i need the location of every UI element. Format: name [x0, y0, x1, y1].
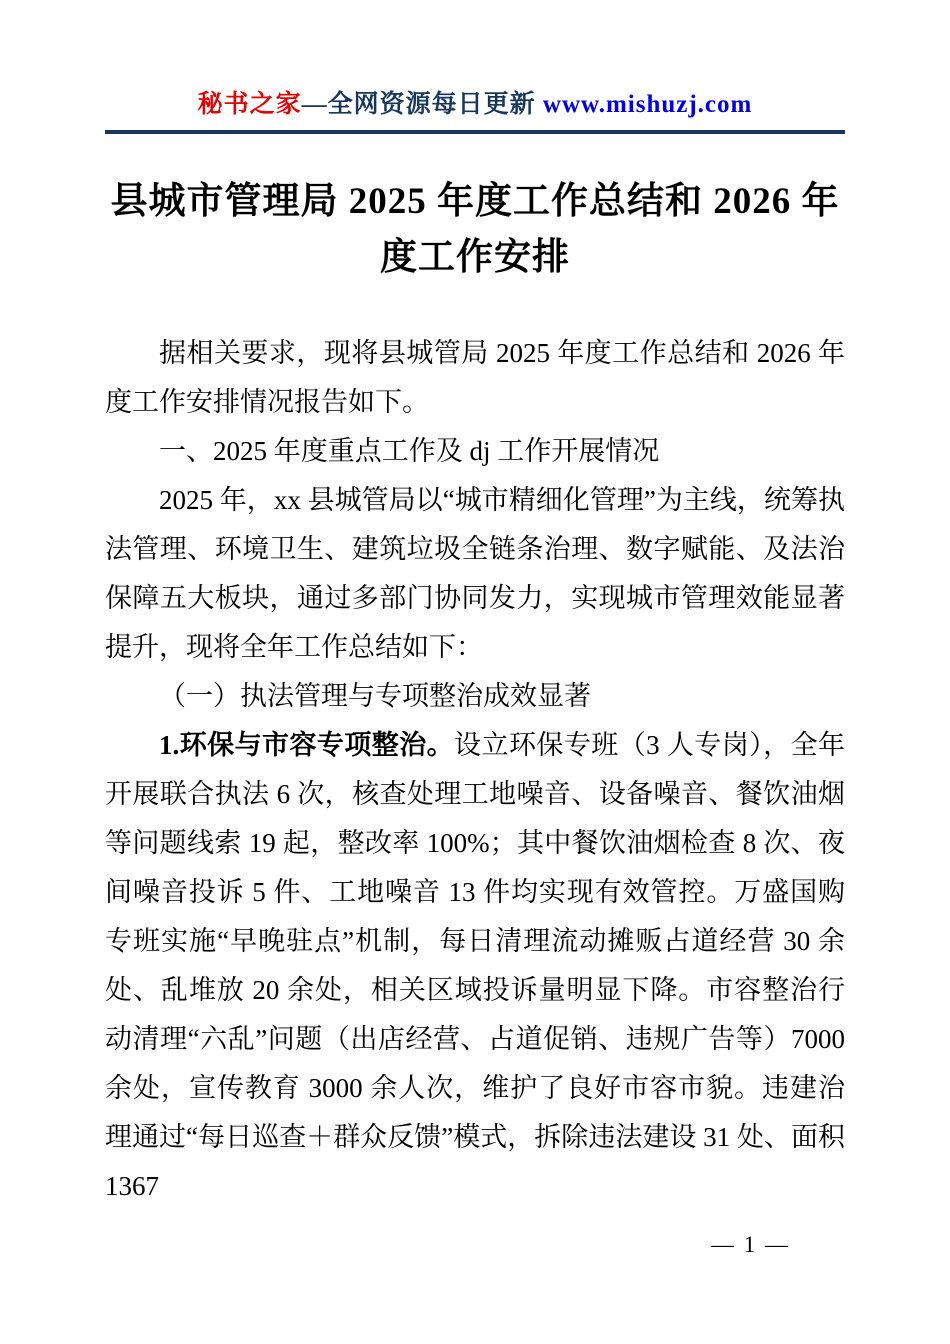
site-url-link[interactable]: www.mishuzj.com [542, 91, 753, 118]
paragraph-overview: 2025 年，xx 县城管局以“城市精细化管理”为主线，统筹执法管理、环境卫生、建筑垃圾全链条治理、数字赋能、及法治保障五大板块，通过多部门协同发力，实现城市管理效能显著提升，现将全年工作总结如下： [105, 485, 845, 662]
paragraph-detail-1 [105, 721, 845, 1211]
site-header [105, 0, 845, 120]
paragraph-section-heading-1: 一、2025 年度重点工作及 dj 工作开展情况 [159, 436, 660, 466]
paragraph-detail-text: 设立环保专班（3 人专岗），全年开展联合执法 6 次，核查处理工地噪音、设备噪音、餐饮油烟等问题线索 19 起，整改率 100%；其中餐饮油烟检查 8 次、夜间噪音投诉 5 件、工地噪音 13 件均实现有效管控。万盛国购专班实施“早晚驻点”机制，每日清理流动摊贩占道经营 30 余处、乱堆放 20 余处，相关区域投诉量明显下降。市容整治行动清理“六乱”问题（出店经营、占道促销、违规广告等）7000 余处，宣传教育 3000 余人次，维护了良好市容市貌。违建治理通过“每日巡查＋群众反馈”模式，拆除违法建设 31 处、面积 1367 [105, 730, 846, 1201]
document-title: 县城市管理局 2025 年度工作总结和 2026 年度工作安排 [110, 181, 840, 278]
paragraph-intro: 据相关要求，现将县城管局 2025 年度工作总结和 2026 年度工作安排情况报告如下。 [105, 338, 845, 417]
paragraph-bold-lead: 1.环保与市容专项整治。 [159, 730, 455, 760]
paragraph-subsection-heading-1: （一）执法管理与专项整治成效显著 [159, 681, 591, 711]
site-brand: 秘书之家 [197, 91, 302, 118]
site-tagline: —全网资源每日更新 [301, 91, 543, 118]
page-number: — 1 — [711, 1232, 790, 1257]
document-body [105, 329, 845, 1211]
header-divider [105, 130, 845, 134]
